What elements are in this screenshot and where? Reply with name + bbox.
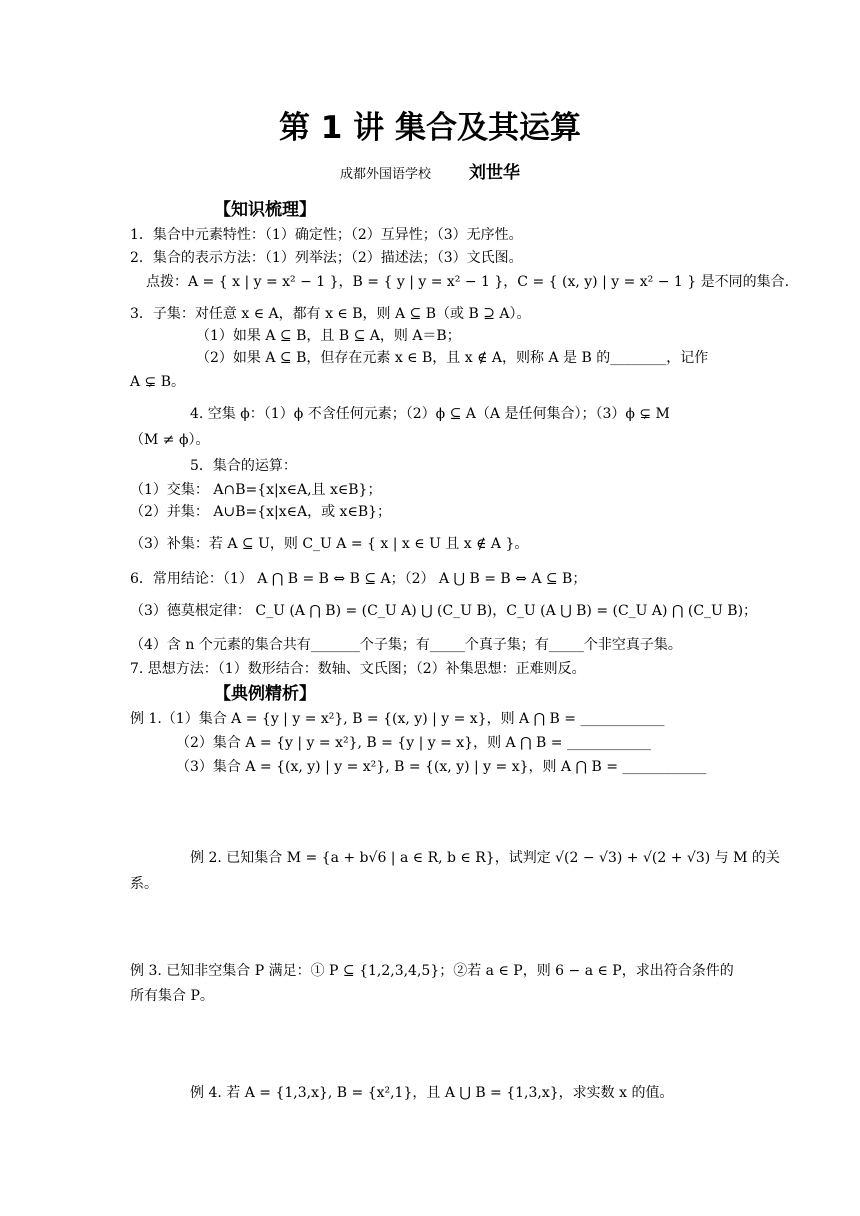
- text-line: 点拨：A = { x | y = x² − 1 }，B = { y | y = x² − 1 }，C = { (x, y) | y = x² − 1 } 是不同的集合.: [146, 274, 790, 290]
- section-heading-knowledge: 【知识梳理】: [214, 200, 316, 220]
- text-line: 4. 空集 ϕ：（1）ϕ 不含任何元素；（2）ϕ ⊆ A（A 是任何集合）；（3）ϕ ⊊ M: [190, 406, 670, 422]
- text-line: （1）如果 A ⊆ B，且 B ⊆ A，则 A＝B；: [196, 328, 461, 344]
- text-line: 例 4. 若 A = {1,3,x}, B = {x²,1}，且 A ⋃ B = {1,3,x}，求实数 x 的值。: [190, 1085, 674, 1101]
- text-line: 3．子集：对任意 x ∈ A，都有 x ∈ B，则 A ⊆ B（或 B ⊇ A）。: [130, 306, 531, 322]
- text-line: 例 1.（1）集合 A = {y | y = x²}, B = {(x, y) | y = x}，则 A ⋂ B = ____________: [130, 711, 665, 727]
- page-title: 第 1 讲 集合及其运算: [279, 110, 581, 146]
- text-line: （1）交集： A∩B={x|x∈A,且 x∈B}；: [130, 482, 382, 498]
- text-line: 7. 思想方法：（1）数形结合：数轴、文氏图；（2）补集思想：正难则反。: [130, 661, 586, 677]
- text-line: 6．常用结论：（1） A ⋂ B = B ⇔ B ⊆ A；（2） A ⋃ B = B ⇔ A ⊆ B；: [130, 571, 587, 587]
- school-name: 成都外国语学校: [339, 167, 431, 182]
- byline: [0, 163, 860, 185]
- text-line: 系。: [130, 876, 158, 892]
- text-line: （3）集合 A = {(x, y) | y = x²}, B = {(x, y) | y = x}，则 A ⋂ B = ____________: [176, 759, 707, 775]
- text-line: （2）如果 A ⊆ B，但存在元素 x ∈ B，且 x ∉ A，则称 A 是 B 的________，记作: [196, 350, 709, 366]
- text-line: 例 2. 已知集合 M = {a + b√6 | a ∈ R, b ∈ R}，试判定 √(2 − √3) + √(2 + √3) 与 M 的关: [190, 850, 780, 866]
- text-line: （2）并集： A∪B={x|x∈A，或 x∈B}；: [130, 504, 392, 520]
- text-line: 2．集合的表示方法：（1）列举法；（2）描述法；（3）文氏图。: [130, 250, 523, 266]
- text-line: （3）德莫根定律： C_U (A ⋂ B) = (C_U A) ⋃ (C_U B)，C_U (A ⋃ B) = (C_U A) ⋂ (C_U B)；: [130, 603, 758, 619]
- text-line: （2）集合 A = {y | y = x²}, B = {y | y = x}，则 A ⋂ B = ____________: [176, 735, 651, 751]
- text-line: （M ≠ ϕ）。: [130, 432, 210, 448]
- text-line: 例 3. 已知非空集合 P 满足：① P ⊆ {1,2,3,4,5}；②若 a ∈ P，则 6 − a ∈ P，求出符合条件的: [130, 963, 734, 979]
- section-heading-examples: 【典例精析】: [214, 684, 316, 704]
- author-name: 刘世华: [469, 163, 520, 183]
- text-line: （3）补集：若 A ⊆ U，则 C_U A = { x | x ∈ U 且 x ∉ A }。: [130, 536, 529, 552]
- text-line: 所有集合 P。: [130, 988, 214, 1004]
- text-line: （4）含 n 个元素的集合共有_______个子集；有_____个真子集；有_____个非空真子集。: [130, 637, 682, 653]
- text-line: 5．集合的运算：: [190, 458, 297, 474]
- text-line: 1．集合中元素特性：（1）确定性；（2）互异性；（3）无序性。: [130, 227, 523, 243]
- text-line: A ⊊ B。: [130, 374, 186, 390]
